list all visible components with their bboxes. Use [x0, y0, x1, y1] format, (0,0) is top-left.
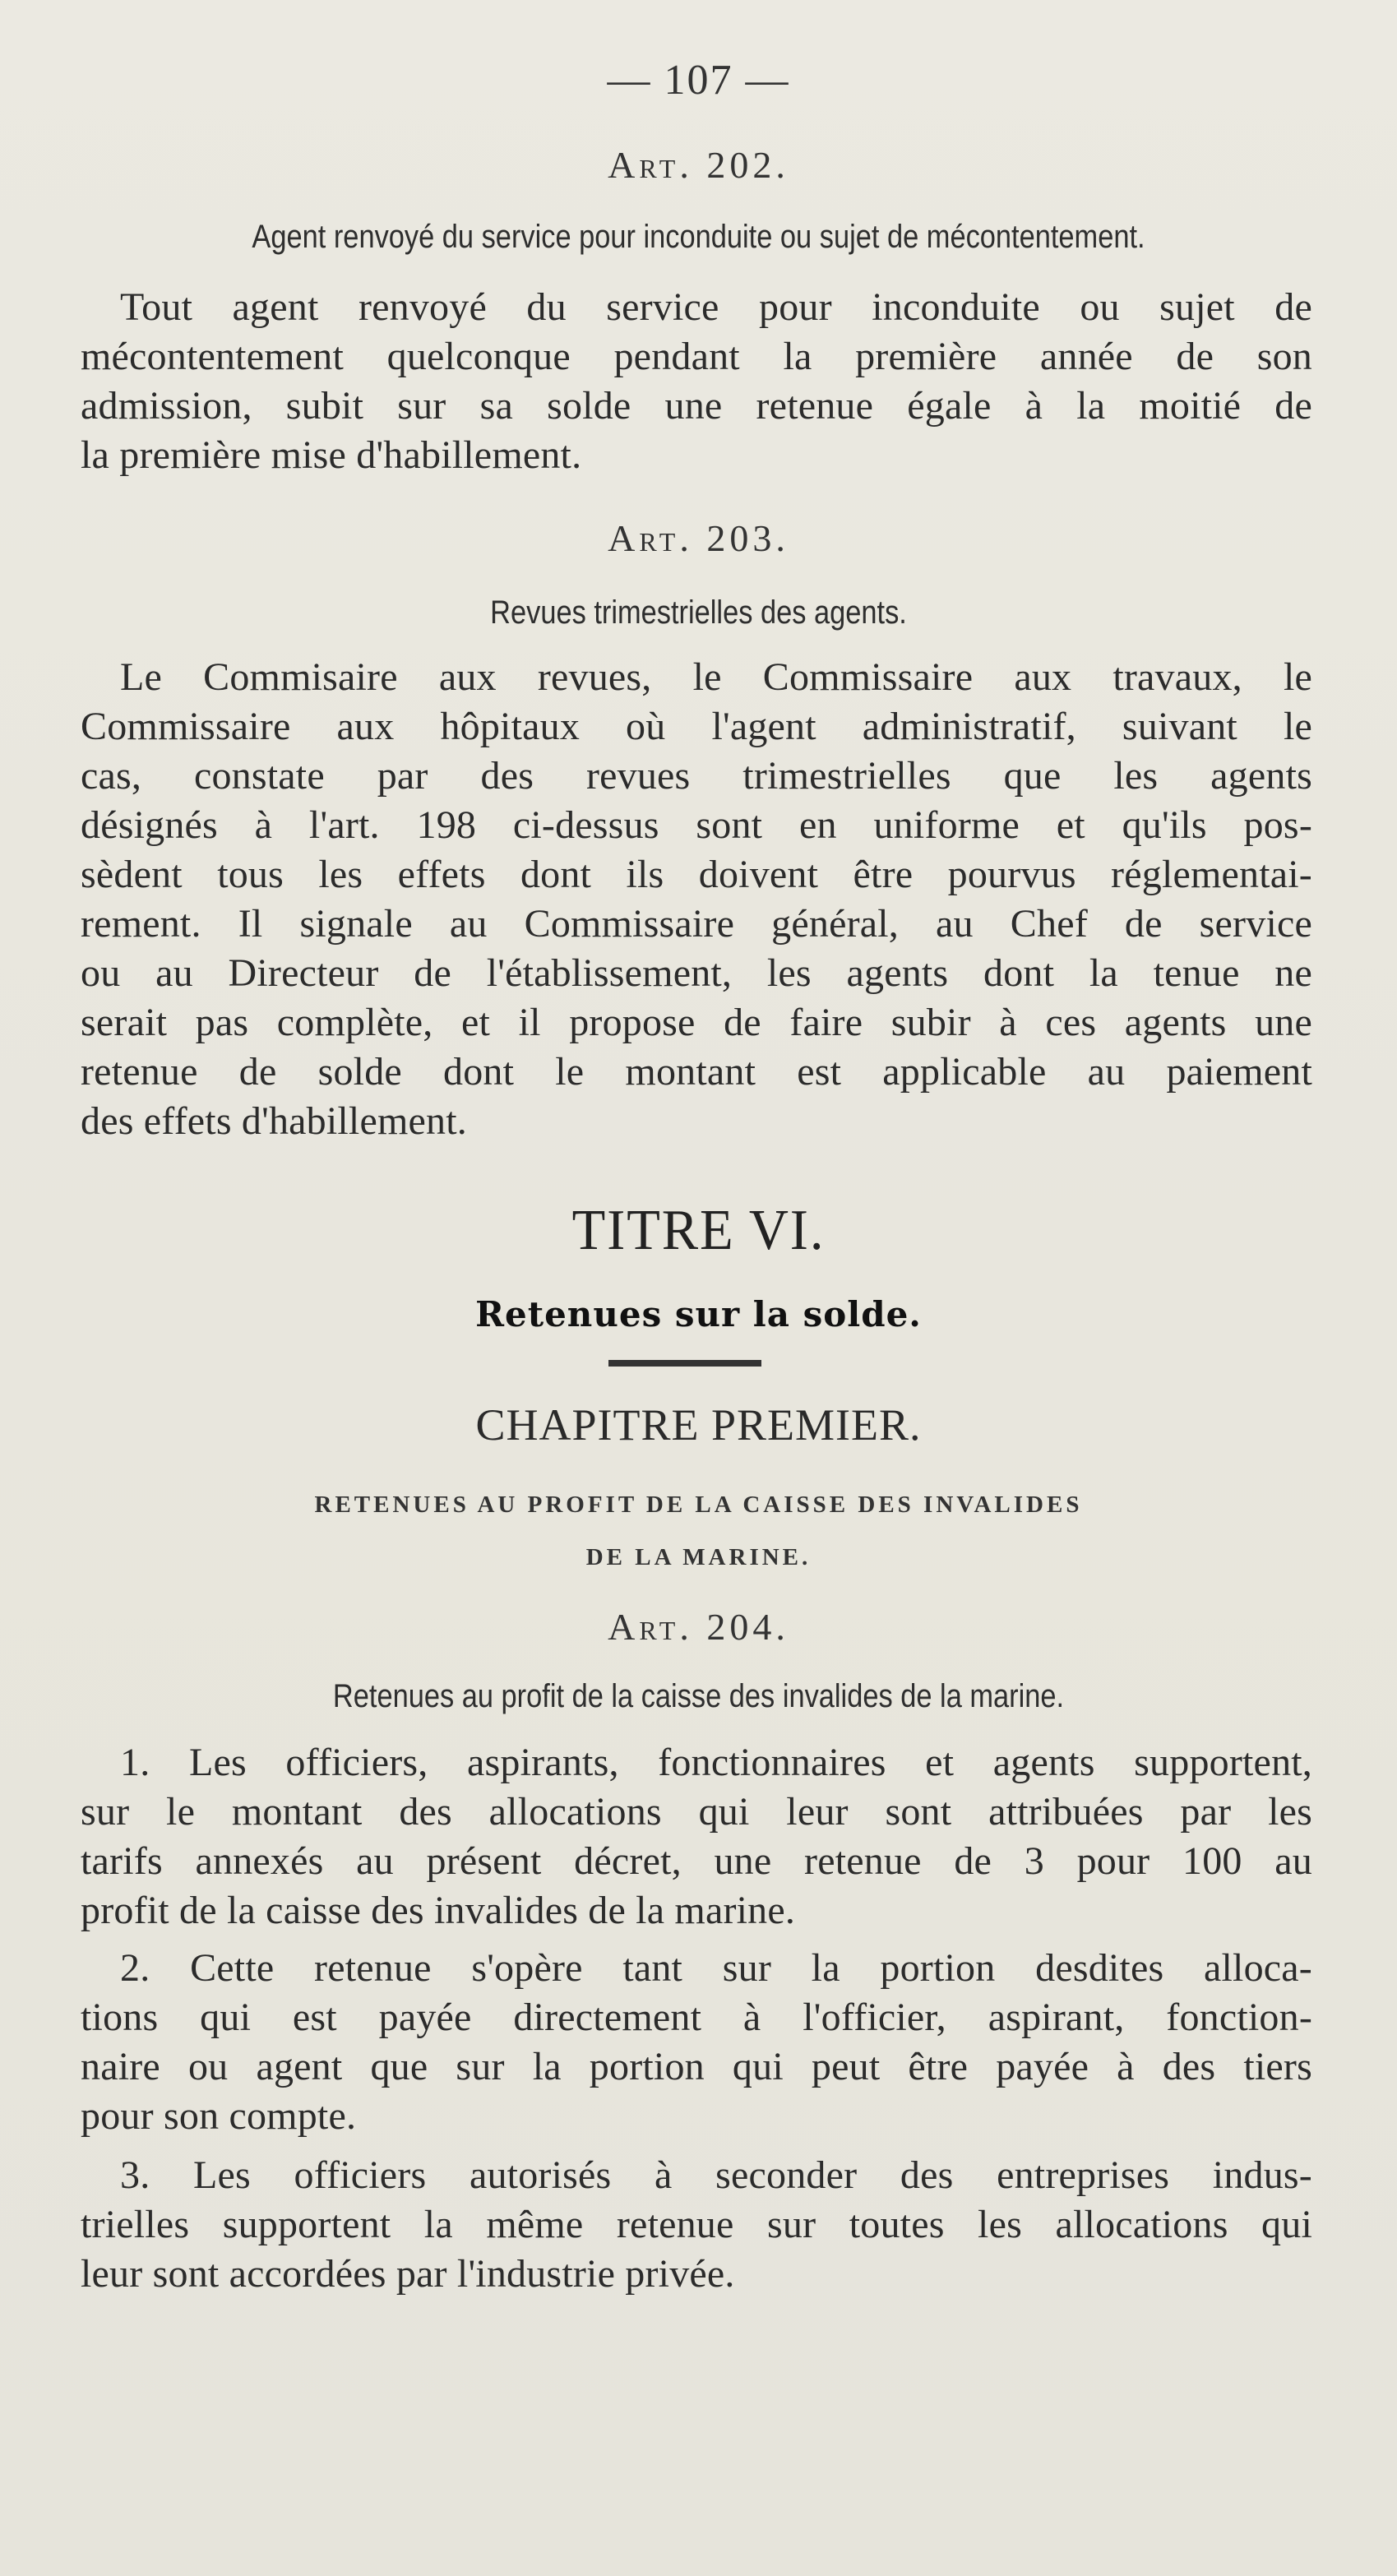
- paragraph-line: rement. Il signale au Commissaire général, au Chef de service: [81, 902, 1312, 946]
- article-subheading: Revues trimestrielles des agents.: [490, 594, 907, 631]
- paragraph-line: profit de la caisse des invalides de la marine.: [81, 1889, 796, 1932]
- article-subheading: Agent renvoyé du service pour inconduite ou sujet de mécontentement.: [252, 219, 1145, 255]
- titre-heading: TITRE VI.: [571, 1199, 826, 1262]
- paragraph-line: naire ou agent que sur la portion qui peut être payée à des tiers: [81, 2045, 1312, 2088]
- paragraph-line: trielles supportent la même retenue sur toutes les allocations qui: [81, 2203, 1312, 2246]
- paragraph-line: 2. Cette retenue s'opère tant sur la portion desdites alloca-: [120, 1946, 1312, 1990]
- paragraph-line: pour son compte.: [81, 2094, 357, 2138]
- article-heading: Art. 204.: [608, 1606, 789, 1648]
- paragraph-line: serait pas complète, et il propose de faire subir à ces agents une: [81, 1001, 1312, 1044]
- paragraph-line: admission, subit sur sa solde une retenue égale à la moitié de: [81, 384, 1312, 428]
- paragraph-line: cas, constate par des revues trimestrielles que les agents: [81, 754, 1312, 798]
- titre-subheading: Retenues sur la solde.: [475, 1294, 922, 1334]
- article-heading: Art. 203.: [608, 517, 789, 559]
- chapter-subheading: RETENUES AU PROFIT DE LA CAISSE DES INVALIDES: [314, 1491, 1083, 1518]
- page-number: — 107 —: [607, 57, 790, 104]
- article-subheading: Retenues au profit de la caisse des invalides de la marine.: [332, 1678, 1065, 1714]
- paragraph-line: sèdent tous les effets dont ils doivent être pourvus réglementai-: [81, 853, 1312, 896]
- chapter-heading: CHAPITRE PREMIER.: [475, 1400, 922, 1450]
- paragraph-line: Commissaire aux hôpitaux où l'agent administratif, suivant le: [81, 705, 1312, 748]
- paragraph-line: mécontentement quelconque pendant la première année de son: [81, 335, 1312, 378]
- paragraph-line: des effets d'habillement.: [81, 1099, 467, 1143]
- paragraph-line: leur sont accordées par l'industrie privée.: [81, 2252, 735, 2296]
- paragraph-line: sur le montant des allocations qui leur sont attribuées par les: [81, 1790, 1312, 1834]
- section-rule: [608, 1360, 761, 1367]
- paragraph-line: ou au Directeur de l'établissement, les agents dont la tenue ne: [81, 951, 1312, 995]
- paragraph-line: 1. Les officiers, aspirants, fonctionnaires et agents supportent,: [120, 1741, 1312, 1784]
- paragraph-line: désignés à l'art. 198 ci-dessus sont en uniforme et qu'ils pos-: [81, 803, 1312, 847]
- chapter-subheading: DE LA MARINE.: [585, 1544, 812, 1570]
- paragraph-line: retenue de solde dont le montant est applicable au paiement: [81, 1050, 1312, 1094]
- paragraph-line: tarifs annexés au présent décret, une retenue de 3 pour 100 au: [81, 1839, 1312, 1883]
- paragraph-line: la première mise d'habillement.: [81, 433, 582, 477]
- paragraph-line: Tout agent renvoyé du service pour inconduite ou sujet de: [120, 285, 1312, 329]
- article-heading: Art. 202.: [608, 144, 789, 186]
- paragraph-line: Le Commisaire aux revues, le Commissaire aux travaux, le: [120, 655, 1312, 699]
- paragraph-line: tions qui est payée directement à l'officier, aspirant, fonction-: [81, 1996, 1312, 2039]
- paragraph-line: 3. Les officiers autorisés à seconder des entreprises indus-: [120, 2153, 1312, 2197]
